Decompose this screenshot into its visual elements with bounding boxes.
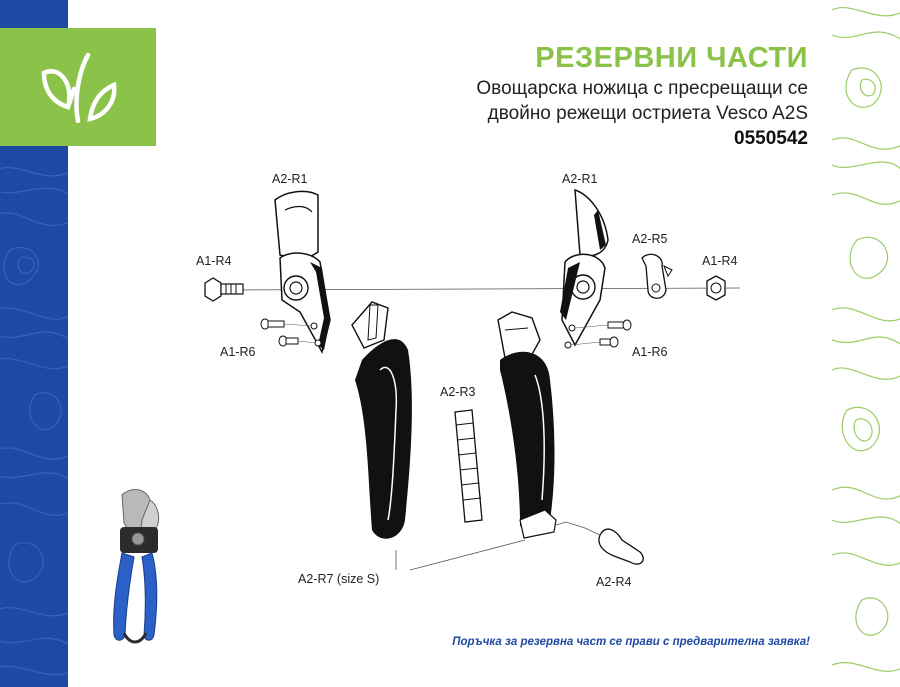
- label-spring-clip: A2-R5: [632, 232, 668, 246]
- label-latch: A2-R4: [596, 575, 632, 589]
- label-right-screws: A1-R6: [632, 345, 668, 359]
- label-handle-grips: A2-R7 (size S): [298, 572, 380, 586]
- subtitle-line-1: Овощарска ножица с пресрещащи се: [476, 78, 808, 99]
- product-photo: [100, 485, 175, 650]
- label-left-blade: A2-R1: [272, 172, 308, 186]
- right-nut: [707, 276, 725, 300]
- label-left-nut: A1-R4: [196, 254, 232, 268]
- label-right-blade: A2-R1: [562, 172, 598, 186]
- footer-note: Поръчка за резервна част се прави с предварителна заявка!: [452, 636, 810, 648]
- spring: [455, 410, 482, 522]
- right-handle: [498, 312, 556, 538]
- latch: [556, 522, 643, 564]
- page-title: РЕЗЕРВНИ ЧАСТИ: [535, 42, 808, 74]
- left-nut: [205, 278, 243, 301]
- right-blade: [560, 190, 608, 348]
- grip-leader-right: [410, 540, 525, 570]
- product-code: 0550542: [734, 128, 808, 149]
- label-spring: A2-R3: [440, 385, 476, 399]
- subtitle-line-2: двойно режещи остриета Vesco A2S: [487, 103, 808, 124]
- label-left-screws: A1-R6: [220, 345, 256, 359]
- left-blade: [275, 191, 330, 352]
- spring-clip: [642, 254, 672, 298]
- label-right-nut: A1-R4: [702, 254, 738, 268]
- left-handle: [352, 302, 412, 539]
